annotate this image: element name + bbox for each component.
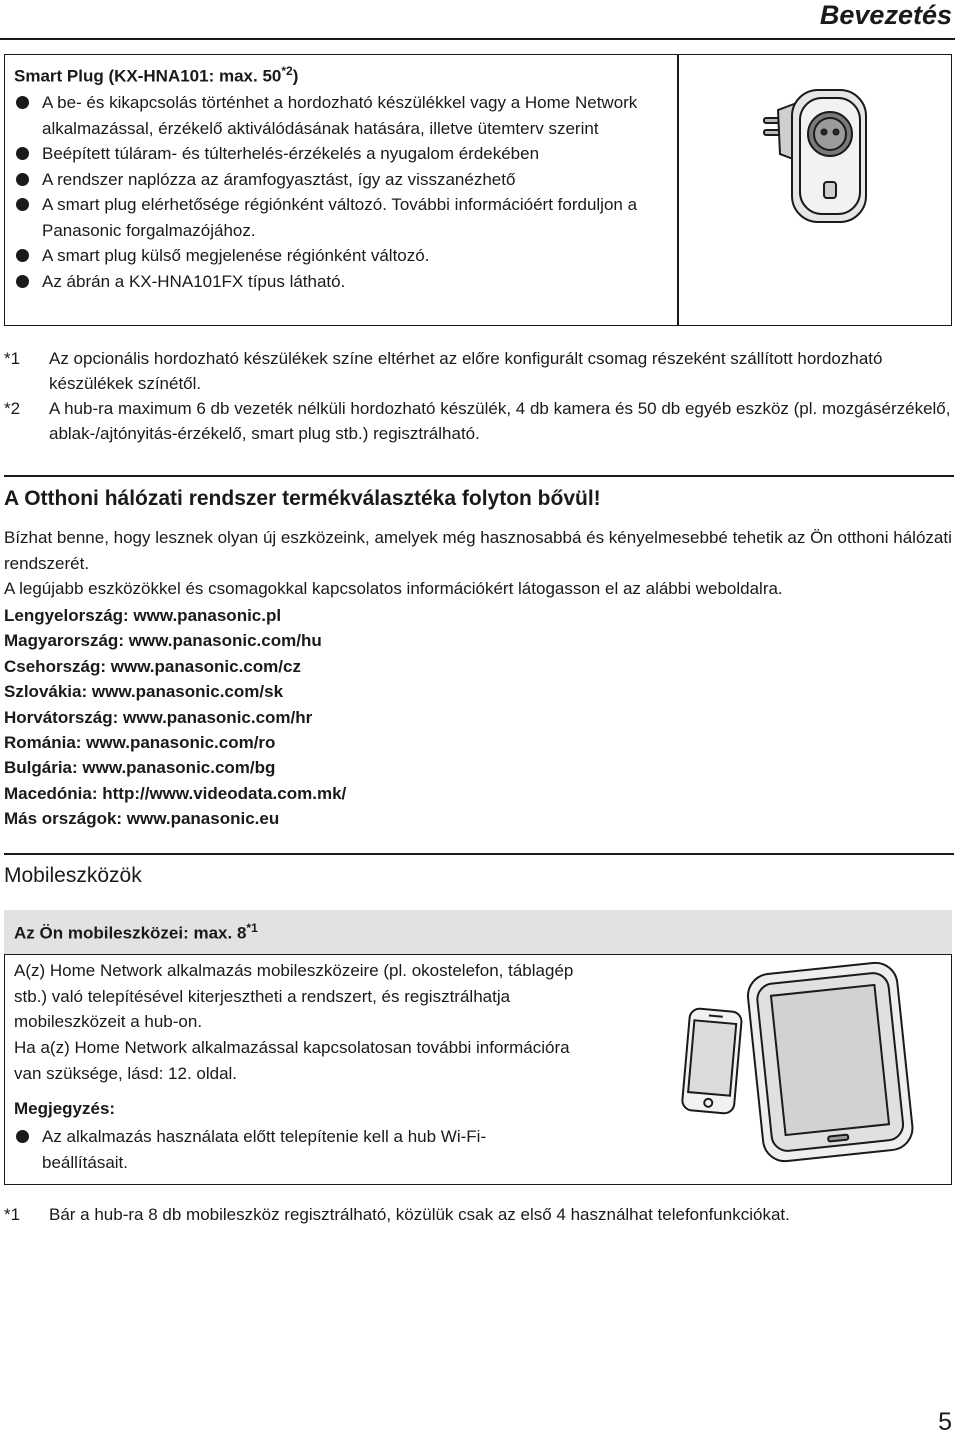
country-link[interactable]: Horvátország: www.panasonic.com/hr	[4, 707, 313, 727]
country-links	[4, 603, 346, 832]
mobile-section-title: Mobileszközök	[4, 864, 142, 887]
bullet-item: A be- és kikapcsolás történhet a hordozható készülékkel vagy a Home Network alkalmazással, érzékelő aktiválódásának hatására, illetve ütemterv szerint	[14, 90, 669, 141]
page-header-title: Bevezetés	[819, 0, 952, 30]
note-bullets	[14, 1124, 534, 1175]
bullet-item: Beépített túláram- és túlterhelés-érzékelés a nyugalom érdekében	[14, 141, 669, 167]
smart-plug-bullets	[14, 90, 669, 294]
bullet-dot	[16, 198, 29, 211]
note-title: Megjegyzés:	[14, 1099, 116, 1118]
mobile-box-title: Az Ön mobileszközei: max. 8$^{*1}$	[14, 921, 258, 943]
country-link[interactable]: Csehország: www.panasonic.com/cz	[4, 656, 301, 676]
bullet-item: Az alkalmazás használata előtt telepítenie kell a hub Wi-Fi-beállításait.	[14, 1124, 534, 1175]
country-link[interactable]: Bulgária: www.panasonic.com/bg	[4, 758, 276, 778]
bullet-dot	[16, 249, 29, 262]
smart-plug-box-divider	[677, 54, 679, 326]
bullet-dot	[16, 1130, 29, 1143]
section-paragraph: Bízhat benne, hogy lesznek olyan új eszközeink, amelyek még hasznosabbá és kényelmesebbé tehetik az Ön otthoni hálózati rendszerét.	[4, 528, 952, 573]
country-link[interactable]: Macedónia: http://www.videodata.com.mk/	[4, 783, 347, 803]
country-link[interactable]: Románia: www.panasonic.com/ro	[4, 733, 276, 753]
section-rule	[4, 853, 954, 855]
page-number: 5	[938, 1408, 952, 1436]
bullet-dot	[16, 275, 29, 288]
country-link[interactable]: Szlovákia: www.panasonic.com/sk	[4, 682, 284, 702]
country-link[interactable]: Más országok: www.panasonic.eu	[4, 809, 280, 829]
smart-plug-title: Smart Plug (KX-HNA101: max. 50$^{*2}$)	[14, 64, 299, 86]
mobile-paragraph: Ha a(z) Home Network alkalmazással kapcsolatosan további információra van szüksége, lásd: 12. oldal.	[14, 1038, 570, 1083]
section-paragraph: A legújabb eszközökkel és csomagokkal kapcsolatos információkért látogasson el az alábbi weboldalra.	[4, 579, 783, 598]
mobile-devices-image	[660, 960, 920, 1170]
country-link[interactable]: Lengyelország: www.panasonic.pl	[4, 606, 282, 625]
smart-plug-image	[760, 84, 880, 234]
footnote: *2 A hub-ra maximum 6 db vezeték nélküli hordozható készülék, 4 db kamera és 50 db egyéb eszköz (pl. mozgásérzékelő, ablak-/ajtónyitás-érzékelő, smart plug stb.) regisztrálható.	[4, 399, 951, 443]
footnotes-mobile	[4, 1202, 954, 1227]
footnote: *1 Az opcionális hordozható készülékek színe eltérhet az előre konfigurált csomag részeként szállított hordozható készülékek színétől.	[4, 349, 883, 393]
bullet-dot	[16, 96, 29, 109]
footnote: *1 Bár a hub-ra 8 db mobileszköz regisztrálható, közülük csak az első 4 használhat telefonfunkciókat.	[4, 1205, 790, 1224]
bullet-dot	[16, 147, 29, 160]
country-link[interactable]: Magyarország: www.panasonic.com/hu	[4, 631, 322, 651]
bullet-item: A rendszer naplózza az áramfogyasztást, így az visszanézhető	[14, 167, 669, 193]
footnotes-smart-plug	[4, 346, 954, 446]
mobile-paragraph: A(z) Home Network alkalmazás mobileszközeire (pl. okostelefon, táblagép stb.) való telepítésével kiterjesztheti a rendszert, és regisztrálhatja mobileszközeit a hub-on.	[14, 961, 574, 1031]
bullet-item: A smart plug külső megjelenése régiónként változó.	[14, 243, 669, 269]
bullet-item: Az ábrán a KX-HNA101FX típus látható.	[14, 269, 669, 295]
bullet-item: A smart plug elérhetősége régiónként változó. További információért forduljon a Panasonic forgalmazójához.	[14, 192, 669, 243]
bullet-dot	[16, 173, 29, 186]
section-title: A Otthoni hálózati rendszer termékválasztéka folyton bővül!	[4, 487, 601, 510]
section-rule	[4, 475, 954, 477]
header-rule	[0, 38, 955, 40]
